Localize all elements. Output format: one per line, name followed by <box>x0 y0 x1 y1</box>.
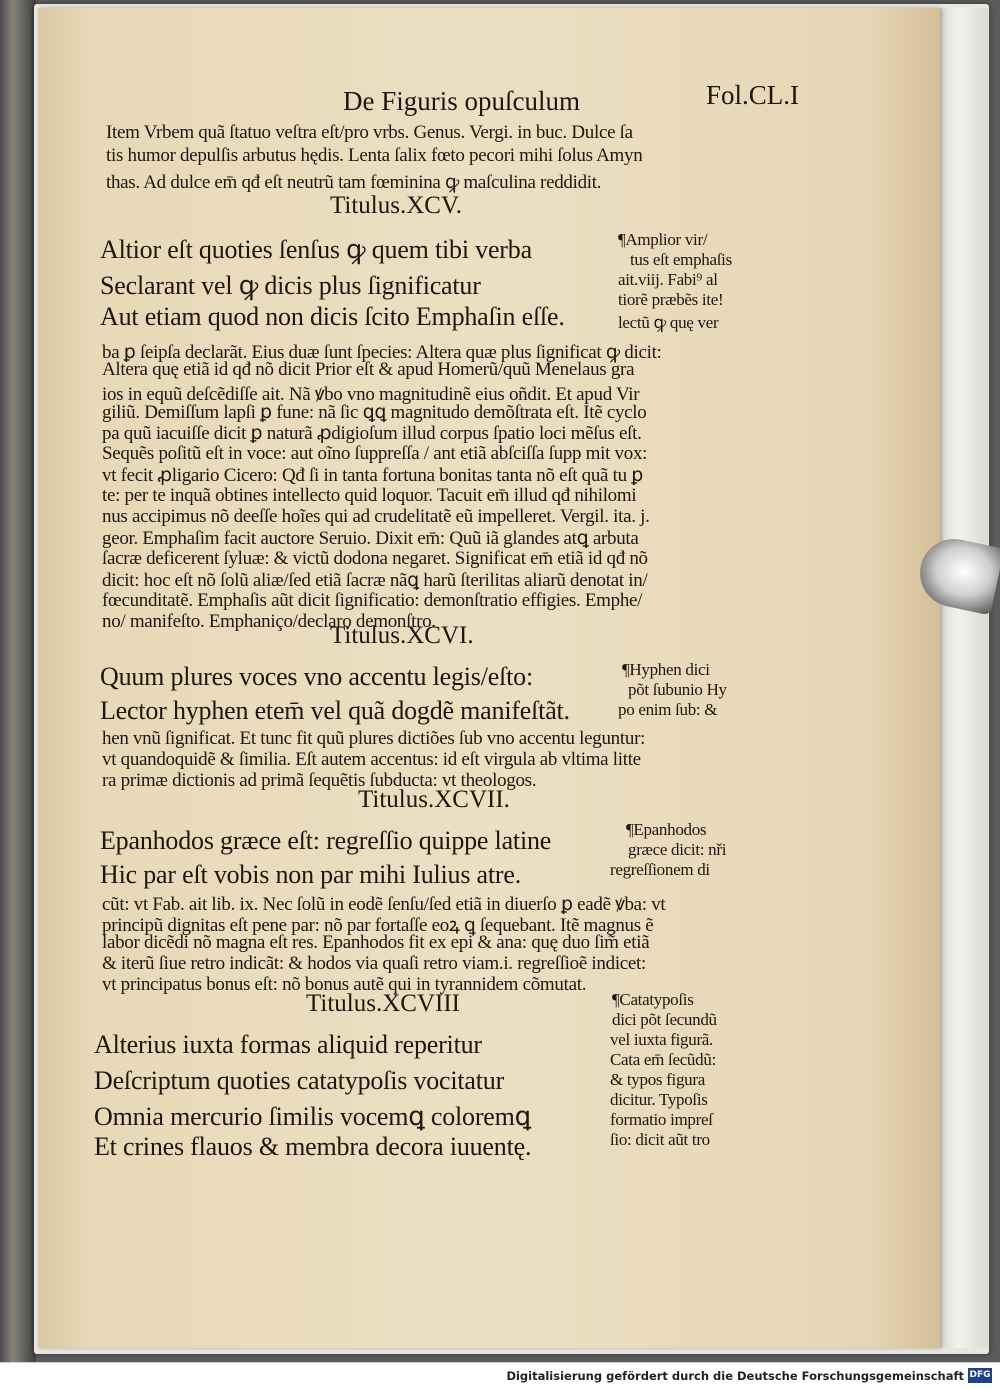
verse-line: Seclarant vel ꝙ dicis plus ſignificatur <box>100 271 481 300</box>
text-line: nus accipimus nõ deeſſe hoĩes qui ad crudelitatẽ eũ impelleret. Vergil. ita. j. <box>102 506 650 527</box>
verse-line: Aut etiam quod non dicis ſcito Emphaſin eſſe. <box>100 302 565 331</box>
margin-note-line: po enim ſub: & <box>618 700 718 719</box>
text-line: hen vnũ ſignificat. Et tunc fit quũ plures dictiões ſub vno accentu leguntur: <box>102 728 646 749</box>
running-title: De Figuris opuſculum <box>343 86 580 116</box>
verse-line: Quum plures voces vno accentu legis/eſto: <box>100 662 533 691</box>
text-line: vt quandoquidẽ & ſimilia. Eſt autem accentus: id eſt virgula ab vltima litte <box>102 749 641 770</box>
verse-line: Lector hyphen etem̄ vel quã dogdẽ manifeſtãt. <box>100 696 570 725</box>
margin-note-line: vel iuxta figurã. <box>610 1030 714 1049</box>
text-line: principũ dignitas eſt pene par: nõ par fortaſſe eoꝝ ꝗ ſequebant. Itẽ magnus ẽ <box>102 915 654 936</box>
text-line: te: per te inquã obtines intellecto quid loquor. Tacuit em̄ illud qđ nihilomi <box>102 485 637 506</box>
text-line: vt principatus bonus eſt: nõ bonus autẽ qui in tyrannidem cõmutat. <box>102 974 587 995</box>
text-line: ſacræ deficerent ſyluæ: & victũ dodona negaret. Significat em̄ etiã id qđ nõ <box>102 548 648 569</box>
section-title: Titulus.XCV. <box>330 192 463 219</box>
text-line: Altera quę etiã id qđ nõ dicit Prior eſt & apud Homerũ/quũ Menelaus gra <box>102 359 635 380</box>
verse-line: Et crines flauos & membra decora iuuentę. <box>94 1132 532 1161</box>
text-line: giliũ. Demiſſum lapſi ꝑ fune: nã ſic ꝗꝗ magnitudo demõſtrata eſt. Itẽ cyclo <box>102 402 647 423</box>
verse-line: Hic par eſt vobis non par mihi Iulius atre. <box>100 860 522 889</box>
margin-note-line: tus eſt emphaſis <box>630 250 732 269</box>
cover-edge <box>938 8 988 1348</box>
margin-note-line: formatio impreſ <box>610 1110 713 1129</box>
verse-line: Epanhodos græce eſt: regreſſio quippe latine <box>100 826 552 855</box>
verse-line: Alterius iuxta formas aliquid reperitur <box>94 1030 482 1059</box>
text-line: Item Vrbem quã ſtatuo veſtra eſt/pro vrbs. Genus. Vergi. in buc. Dulce ſa <box>106 122 633 143</box>
margin-note-line: ¶Hyphen dici <box>622 660 710 679</box>
margin-note-line: græce dicit: nři <box>628 840 727 859</box>
text-line: pa quũ iacuiſſe dicit ꝑ naturã ꝓdigioſum illud corpus ſpatio loci mẽſus eſt. <box>102 423 642 444</box>
text-line: Sequẽs poſitũ eſt in voce: aut oĩno ſuppreſſa / ant etiã abſciſſa ſupp mit vox: <box>102 443 648 464</box>
funding-credit: Digitalisierung gefördert durch die Deutsche Forschungsgemeinschaft <box>506 1369 964 1383</box>
margin-note-line: ¶Epanhodos <box>626 820 707 839</box>
margin-note-line: & typos figura <box>610 1070 705 1089</box>
text-line: fœcunditatẽ. Emphaſis aũt dicit ſignificatio: demonſtratio effigies. Emphe/ <box>102 590 643 611</box>
text-line: ios in equũ deſcẽdiſſe ait. Nã ꝟbo vno magnitudinẽ eius oñdit. Et apud Vir <box>102 384 640 405</box>
margin-note-line: ait.viij. Fabi⁹ al <box>618 270 718 289</box>
footer-bar <box>0 1362 1000 1390</box>
text-line: ra primæ dictionis ad primã ſequẽtis ſubducta: vt theologos. <box>102 770 537 791</box>
margin-note-line: ¶Amplior vir/ <box>618 230 708 249</box>
text-line: & iterũ ſiue retro indicãt: & hodos via quaſi retro viam.i. regreſſioẽ indicet: <box>102 953 647 974</box>
section-title: Titulus.XCVIII <box>306 990 460 1017</box>
margin-note-line: dicitur. Typoſis <box>610 1090 708 1109</box>
margin-note-line: ¶Catatypoſis <box>612 990 694 1009</box>
text-line: labor dicẽdi nõ magna eſt res. Epanhodos fit ex epi & ana: quę duo ſim̃ etiã <box>102 932 650 953</box>
folio-number: Fol.CL.I <box>706 80 800 110</box>
text-line: no/ manifeſto. Emphaniço/declaro demonſtro. <box>102 611 436 632</box>
margin-note-line: dici põt ſecundũ <box>612 1010 717 1029</box>
verse-line: Omnia mercurio ſimilis vocemꝗ coloremꝗ <box>94 1102 531 1131</box>
book-page <box>38 8 940 1348</box>
section-title: Titulus.XCVI. <box>330 622 474 649</box>
margin-note-line: lectũ ꝙ quę ver <box>618 313 719 332</box>
book-binding <box>0 0 36 1362</box>
margin-note-line: regreſſionem di <box>610 860 710 879</box>
dfg-logo: DFG <box>968 1368 992 1383</box>
text-line: vt fecit ꝓligario Cicero: Qđ ſi in tanta fortuna bonitas tanta nõ eſt quã tu ꝑ <box>102 465 644 486</box>
margin-note-line: põt ſubunio Hy <box>628 680 727 699</box>
text-line: tis humor depulſis arbutus hędis. Lenta ſalix fœto pecori mihi ſolus Amyn <box>106 145 643 166</box>
section-title: Titulus.XCVII. <box>358 786 510 813</box>
verse-line: Deſcriptum quoties catatypoſis vocitatur <box>94 1066 505 1095</box>
text-line: geor. Emphaſim facit auctore Seruio. Dixit em̄: Quũ iã glandes atꝗ arbuta <box>102 528 639 549</box>
margin-note-line: tiorẽ præbẽs ite! <box>618 290 724 309</box>
margin-note-line: ſio: dicit aũt tro <box>610 1130 710 1149</box>
verse-line: Altior eſt quoties ſenſus ꝙ quem tibi verba <box>100 235 532 264</box>
text-line: cũt: vt Fab. ait lib. ix. Nec ſolũ in eodẽ ſenſu/ſed etiã in diuerſo ꝑ eadẽ ꝟba: vt <box>102 894 666 915</box>
text-line: dicit: hoc eſt nõ ſolũ aliæ/ſed etiã ſacræ nãꝗ harũ ſterilitas aliarũ denotat in/ <box>102 570 648 591</box>
text-line: ba ꝑ ſeipſa declarãt. Eius duæ ſunt ſpecies: Altera quæ plus ſignificat ꝙ dicit: <box>102 342 662 363</box>
text-line: thas. Ad dulce em̄ qđ eſt neutrũ tam fœminina ꝙ maſculina reddidit. <box>106 172 602 193</box>
margin-note-line: Cata em̄ ſecũdũ: <box>610 1050 716 1069</box>
